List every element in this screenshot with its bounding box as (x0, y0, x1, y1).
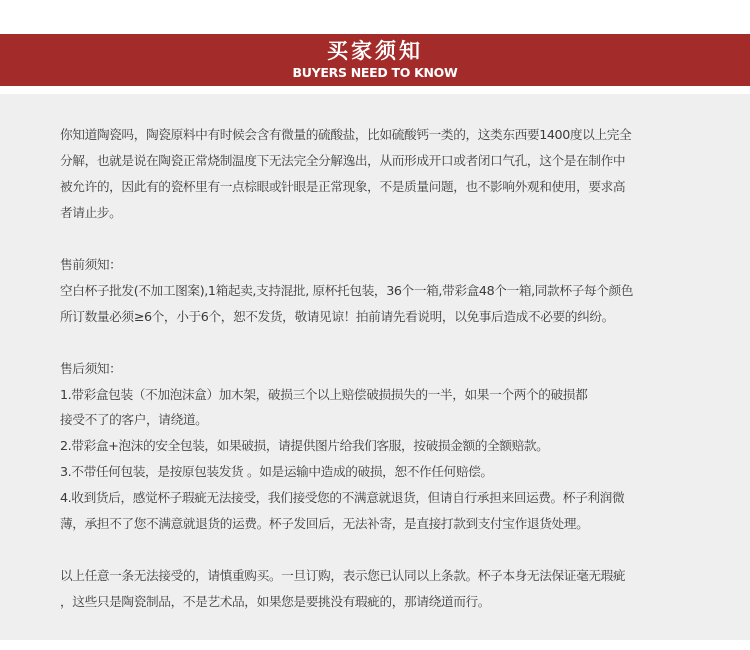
header-title-en: BUYERS NEED TO KNOW (292, 65, 458, 80)
intro-line: 你知道陶瓷吗，陶瓷原料中有时候会含有微量的硫酸盐，比如硫酸钙一类的，这类东西要1400度以上完全 (60, 127, 632, 142)
intro-line: 分解，也就是说在陶瓷正常烧制温度下无法完全分解逸出，从而形成开口或者闭口气孔，这个是在制作中 (60, 153, 626, 168)
closing-line: 以上任意一条无法接受的，请慎重购买。一旦订购，表示您已认同以上条款。杯子本身无法保证毫无瑕疵 (60, 568, 626, 583)
notice-panel (0, 94, 750, 640)
after-sale-line: 4.收到货后，感觉杯子瑕疵无法接受，我们接受您的不满意就退货，但请自行承担来回运费。杯子利润微 (60, 490, 625, 505)
after-sale-line: 接受不了的客户，请绕道。 (60, 412, 208, 427)
intro-line: 者请止步。 (60, 205, 122, 220)
after-sale-line: 薄，承担不了您不满意就退货的运费。杯子发回后，无法补寄，是直接打款到支付宝作退货处理。 (60, 516, 589, 531)
after-sale-line: 3.不带任何包装，是按原包装发货 。如是运输中造成的破损，恕不作任何赔偿。 (60, 464, 493, 479)
closing-line: ，这些只是陶瓷制品，不是艺术品，如果您是要挑没有瑕疵的，那请绕道而行。 (60, 594, 491, 609)
pre-sale-line: 空白杯子批发(不加工图案),1箱起卖,支持混批, 原杯托包装，36个一箱,带彩盒48个一箱,同款杯子每个颜色 (60, 283, 634, 298)
after-sale-line: 1.带彩盒包装（不加泡沫盒）加木架，破损三个以上赔偿破损损失的一半，如果一个两个的破损都 (60, 387, 588, 402)
intro-line: 被允许的，因此有的瓷杯里有一点棕眼或针眼是正常现象，不是质量问题，也不影响外观和使用，要求高 (60, 179, 626, 194)
after-sale-line: 2.带彩盒+泡沫的安全包装，如果破损，请提供图片给我们客服，按破损金额的全额赔款。 (60, 438, 549, 453)
pre-sale-line: 所订数量必须≥6个，小于6个，恕不发货，敬请见谅！拍前请先看说明，以免事后造成不必要的纠纷。 (60, 309, 614, 324)
after-sale-heading: 售后须知： (60, 361, 122, 376)
header-banner (0, 34, 750, 86)
header-title-cn: 买家须知 (327, 39, 423, 63)
pre-sale-heading: 售前须知： (60, 257, 122, 272)
